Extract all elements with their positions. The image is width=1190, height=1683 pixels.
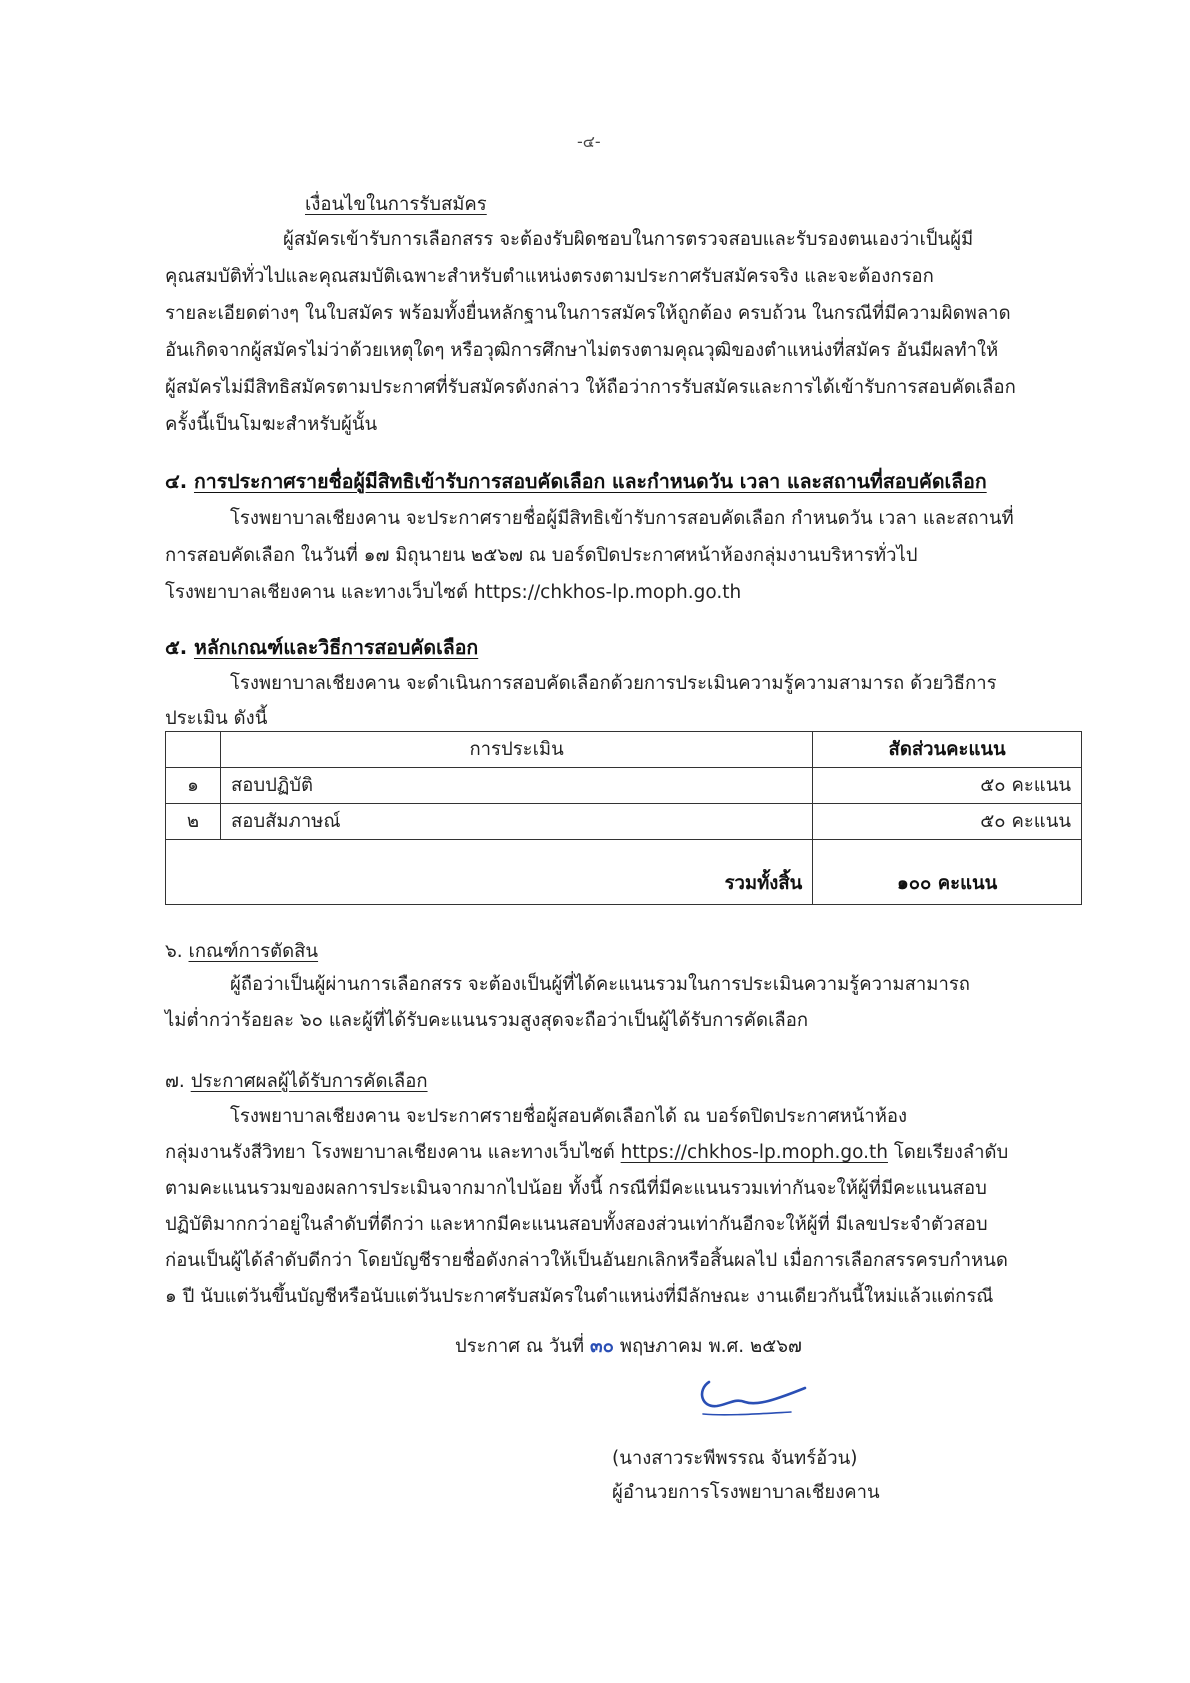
table-header-row — [166, 732, 1082, 768]
section-7-heading — [165, 1063, 428, 1100]
table-cell-item: สอบสัมภาษณ์ — [220, 804, 812, 840]
signatory-name: (นางสาวระพีพรรณ จันทร์อ้วน) — [612, 1448, 858, 1469]
table-cell-score: ๕๐ คะแนน — [813, 804, 1082, 840]
page-number: -๔- — [577, 132, 601, 151]
section-7-line: ก่อนเป็นผู้ได้ลำดับดีกว่า โดยบัญชีรายชื่อดังกล่าวให้เป็นอันยกเลิกหรือสิ้นผลไป เมื่อการเลือกสรรครบกำหนด — [165, 1250, 1008, 1271]
table-cell-no: ๑ — [166, 768, 221, 804]
section-4-line: โรงพยาบาลเชียงคาน และทางเว็บไซต์ https://chkhos-lp.moph.go.th — [165, 582, 742, 603]
section-5-line: โรงพยาบาลเชียงคาน จะดำเนินการสอบคัดเลือกด้วยการประเมินความรู้ความสามารถ ด้วยวิธีการ — [230, 673, 997, 694]
section-7-text: โดยเรียงลำดับ — [887, 1142, 1009, 1163]
section-number: ๕. — [165, 636, 188, 659]
section-5-heading — [165, 629, 478, 666]
section-7-line: ปฏิบัติมากกว่าอยู่ในลำดับที่ดีกว่า และหากมีคะแนนสอบทั้งสองส่วนเท่ากันอีกจะให้ผู้ที่ มีเลขประจำตัวสอบ — [165, 1214, 988, 1235]
table-header: การประเมิน — [220, 732, 812, 768]
conditions-line: ครั้งนี้เป็นโมฆะสำหรับผู้นั้น — [165, 414, 378, 435]
section-4-line: โรงพยาบาลเชียงคาน จะประกาศรายชื่อผู้มีสิทธิเข้ารับการสอบคัดเลือก กำหนดวัน เวลา และสถานที่ — [230, 508, 1014, 529]
section-6-heading — [165, 933, 318, 970]
table-total-score: ๑๐๐ คะแนน — [813, 840, 1082, 905]
section-number: ๗. — [165, 1071, 185, 1092]
section-7-text: กลุ่มงานรังสีวิทยา โรงพยาบาลเชียงคาน และทางเว็บไซต์ — [165, 1142, 621, 1163]
conditions-line: คุณสมบัติทั่วไปและคุณสมบัติเฉพาะสำหรับตำแหน่งตรงตามประกาศรับสมัครจริง และจะต้องกรอก — [165, 266, 934, 287]
table-row — [166, 768, 1082, 804]
signature-image — [695, 1372, 810, 1422]
announcement-date — [455, 1328, 802, 1365]
section-title: ประกาศผลผู้ได้รับการคัดเลือก — [190, 1071, 428, 1092]
section-title: หลักเกณฑ์และวิธีการสอบคัดเลือก — [193, 636, 479, 659]
section-title: การประกาศรายชื่อผู้มีสิทธิเข้ารับการสอบคัดเลือก และกำหนดวัน เวลา และสถานที่สอบคัดเลือก — [193, 470, 987, 493]
section-number: ๔. — [165, 470, 188, 493]
evaluation-table — [165, 731, 1082, 905]
section-6-line: ไม่ต่ำกว่าร้อยละ ๖๐ และผู้ที่ได้รับคะแนนรวมสูงสุดจะถือว่าเป็นผู้ได้รับการคัดเลือก — [165, 1010, 809, 1031]
table-cell-no: ๒ — [166, 804, 221, 840]
table-row — [166, 804, 1082, 840]
section-title: เกณฑ์การตัดสิน — [188, 941, 319, 962]
conditions-line: รายละเอียดต่างๆ ในใบสมัคร พร้อมทั้งยื่นหลักฐานในการสมัครให้ถูกต้อง ครบถ้วน ในกรณีที่มีความผิดพลาด — [165, 303, 1011, 324]
table-header: สัดส่วนคะแนน — [813, 732, 1082, 768]
table-header — [166, 732, 221, 768]
conditions-line: อันเกิดจากผู้สมัครไม่ว่าด้วยเหตุใดๆ หรือวุฒิการศึกษาไม่ตรงตามคุณวุฒิของตำแหน่งที่สมัคร อันมีผลทำให้ — [165, 340, 999, 361]
signatory-title: ผู้อำนวยการโรงพยาบาลเชียงคาน — [612, 1482, 880, 1503]
table-total-row — [166, 840, 1082, 905]
date-suffix: พฤษภาคม พ.ศ. ๒๕๖๗ — [613, 1336, 802, 1357]
date-day: ๓๐ — [589, 1336, 614, 1357]
section-7-line — [165, 1134, 1008, 1171]
section-7-line: โรงพยาบาลเชียงคาน จะประกาศรายชื่อผู้สอบคัดเลือกได้ ณ บอร์ดปิดประกาศหน้าห้อง — [230, 1106, 908, 1127]
date-prefix: ประกาศ ณ วันที่ — [455, 1336, 590, 1357]
table-total-label: รวมทั้งสิ้น — [166, 840, 813, 905]
conditions-heading: เงื่อนไขในการรับสมัคร — [305, 194, 487, 215]
section-number: ๖. — [165, 941, 183, 962]
section-5-line: ประเมิน ดังนี้ — [165, 708, 268, 729]
section-7-line: ๑ ปี นับแต่วันขึ้นบัญชีหรือนับแต่วันประกาศรับสมัครในตำแหน่งที่มีลักษณะ งานเดียวกันนี้ใหม่แล้วแต่กรณี — [165, 1286, 994, 1307]
section-7-line: ตามคะแนนรวมของผลการประเมินจากมากไปน้อย ทั้งนี้ กรณีที่มีคะแนนรวมเท่ากันจะให้ผู้ที่มีคะแนนสอบ — [165, 1178, 987, 1199]
website-link[interactable]: https://chkhos-lp.moph.go.th — [620, 1142, 888, 1163]
table-cell-item: สอบปฏิบัติ — [220, 768, 812, 804]
conditions-line: ผู้สมัครไม่มีสิทธิสมัครตามประกาศที่รับสมัครดังกล่าว ให้ถือว่าการรับสมัครและการได้เข้ารับการสอบคัดเลือก — [165, 377, 1016, 398]
table-cell-score: ๕๐ คะแนน — [813, 768, 1082, 804]
section-4-heading — [165, 463, 987, 500]
section-6-line: ผู้ถือว่าเป็นผู้ผ่านการเลือกสรร จะต้องเป็นผู้ที่ได้คะแนนรวมในการประเมินความรู้ความสามารถ — [230, 974, 970, 995]
section-4-line: การสอบคัดเลือก ในวันที่ ๑๗ มิถุนายน ๒๕๖๗ ณ บอร์ดปิดประกาศหน้าห้องกลุ่มงานบริหารทั่วไป — [165, 545, 918, 566]
conditions-line: ผู้สมัครเข้ารับการเลือกสรร จะต้องรับผิดชอบในการตรวจสอบและรับรองตนเองว่าเป็นผู้มี — [283, 229, 974, 250]
